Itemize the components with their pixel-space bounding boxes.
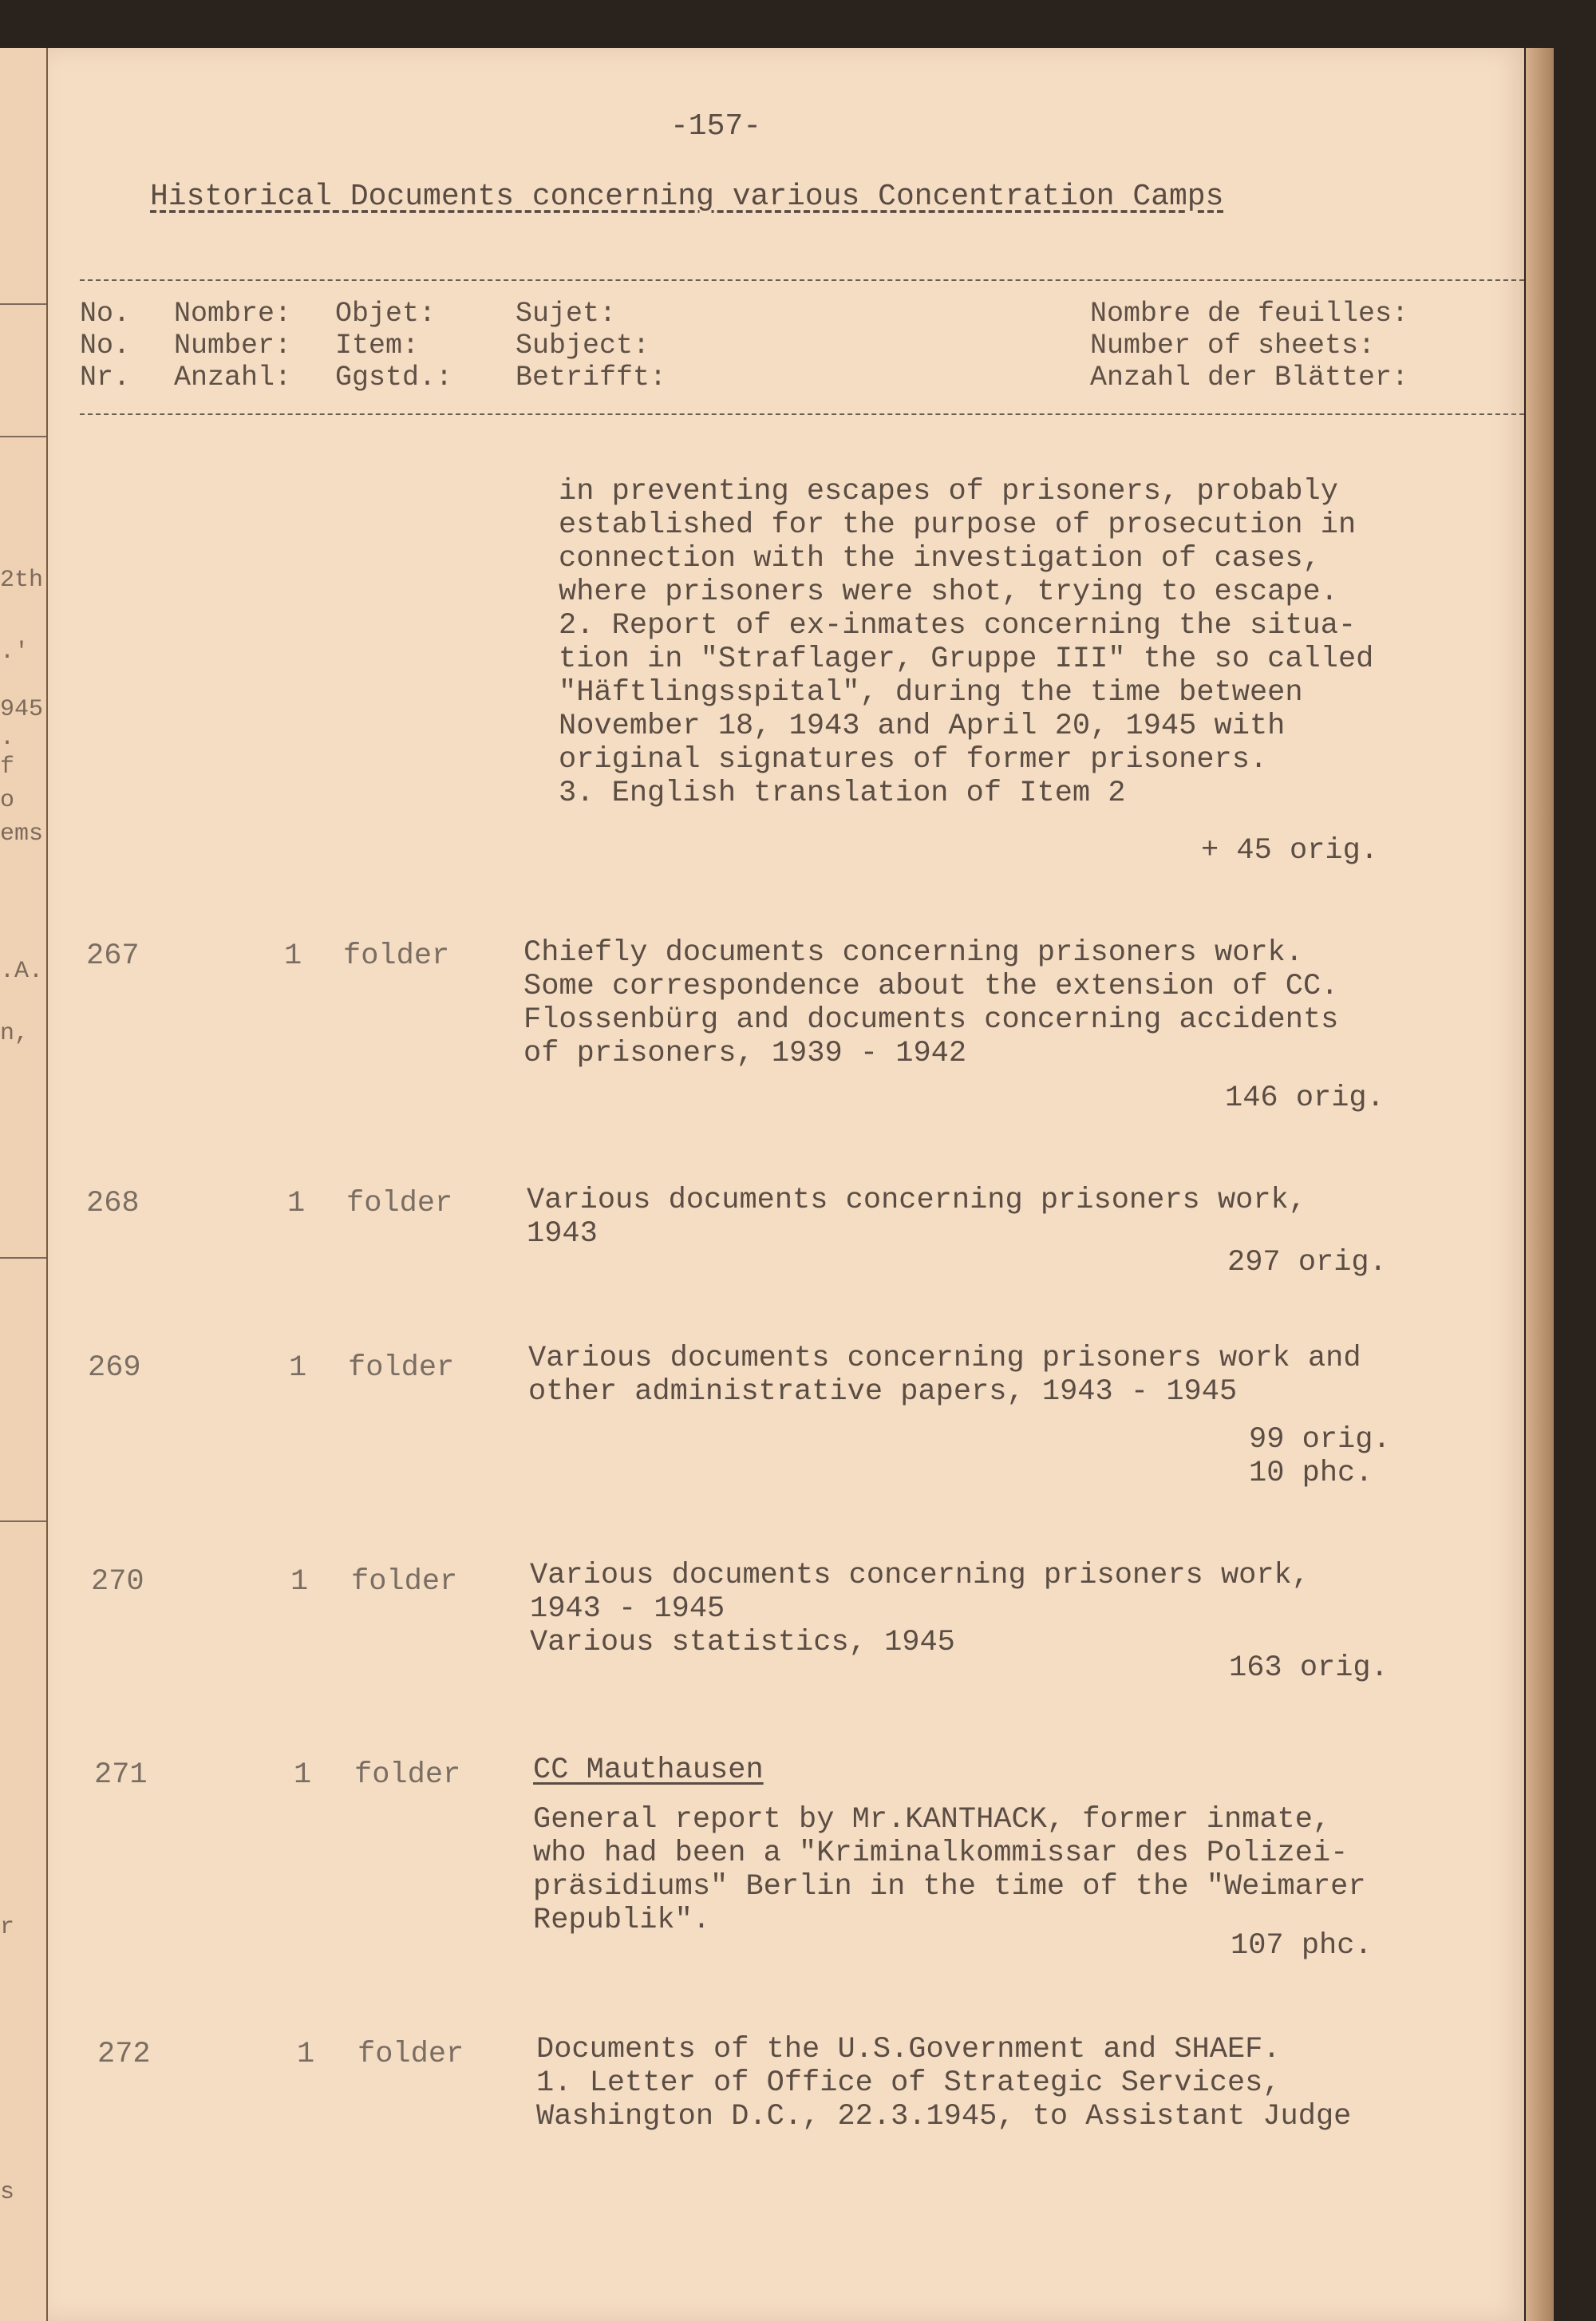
entry-item: folder (346, 1187, 453, 1220)
header-count: Number: (174, 330, 292, 362)
left-page-fragment: f (0, 753, 15, 781)
continuation-line: established for the purpose of prosecution in (559, 508, 1357, 542)
entry-line: 1. Letter of Office of Strategic Services, (536, 2066, 1281, 2100)
left-page-rule (0, 303, 46, 305)
header-subject: Sujet: (516, 298, 617, 330)
entry-line: General report by Mr.KANTHACK, former inmate, (533, 1803, 1331, 1837)
entry-line: Some correspondence about the extension of CC. (523, 970, 1339, 1003)
sheet-count: 297 orig. (1227, 1246, 1387, 1279)
left-page-fragment: 945 (0, 696, 44, 723)
entry-line: who had been a "Kriminalkommissar des Polizei- (533, 1837, 1349, 1870)
entry-line: Documents of the U.S.Government and SHAEF. (536, 2033, 1281, 2066)
entry-count: 1 (289, 1351, 307, 1385)
entry-number: 267 (86, 939, 140, 973)
entry-line: Various documents concerning prisoners work, (527, 1184, 1306, 1217)
header-sheets: Anzahl der Blätter: (1090, 362, 1409, 393)
left-page-rule (0, 1257, 46, 1259)
entry-line: Various documents concerning prisoners work and (528, 1342, 1361, 1375)
entry-line: Chiefly documents concerning prisoners work. (523, 936, 1303, 970)
entry-line: Various statistics, 1945 (530, 1626, 955, 1659)
entry-line: präsidiums" Berlin in the time of the "Weimarer (533, 1870, 1366, 1904)
header-count: Anzahl: (174, 362, 292, 393)
header-sheets: Nombre de feuilles: (1090, 298, 1409, 330)
header-item: Ggstd.: (335, 362, 453, 393)
header-no: Nr. (80, 362, 131, 393)
sheet-count: 107 phc. (1231, 1929, 1373, 1963)
header-top-rule (80, 279, 1524, 281)
sheet-count: 99 orig. (1249, 1423, 1391, 1457)
left-page-fragment: 2th (0, 567, 44, 594)
header-subject: Subject: (516, 330, 650, 362)
continuation-line: November 18, 1943 and April 20, 1945 with (559, 710, 1286, 743)
entry-item: folder (351, 1565, 458, 1599)
entry-line: of prisoners, 1939 - 1942 (523, 1037, 967, 1070)
entry-number: 269 (88, 1351, 141, 1385)
left-page-rule (0, 1520, 46, 1522)
continuation-line: where prisoners were shot, trying to escape. (559, 575, 1338, 609)
entry-count: 1 (290, 1565, 309, 1599)
entry-line: 1943 (527, 1217, 598, 1251)
entry-number: 271 (94, 1758, 148, 1792)
entry-item: folder (358, 2038, 464, 2071)
entry-line: Republik". (533, 1904, 711, 1937)
entry-number: 268 (86, 1187, 140, 1220)
entry-line: 1943 - 1945 (530, 1592, 725, 1626)
sheet-count: + 45 orig. (1201, 834, 1379, 868)
entry-item: folder (348, 1351, 455, 1385)
continuation-line: "Häftlingsspital", during the time between (559, 676, 1303, 710)
left-page-fragment: r (0, 1914, 15, 1941)
continuation-line: connection with the investigation of cases, (559, 542, 1321, 575)
left-page-rule (0, 436, 46, 437)
entry-line: Flossenbürg and documents concerning accidents (523, 1003, 1339, 1037)
entry-item: folder (354, 1758, 461, 1792)
left-page-strip (0, 48, 49, 2321)
entry-number: 272 (97, 2038, 151, 2071)
sheet-count: 146 orig. (1225, 1081, 1385, 1115)
left-page-fragment: o (0, 787, 15, 814)
header-no: No. (80, 298, 131, 330)
left-page-fragment: s (0, 2179, 15, 2206)
header-count: Nombre: (174, 298, 292, 330)
entry-line: other administrative papers, 1943 - 1945 (528, 1375, 1238, 1409)
entry-count: 1 (284, 939, 302, 973)
continuation-line: tion in "Straflager, Gruppe III" the so called (559, 643, 1374, 676)
entry-heading: CC Mauthausen (533, 1754, 764, 1787)
continuation-line: 3. English translation of Item 2 (559, 777, 1126, 810)
header-bottom-rule (80, 413, 1524, 415)
entry-count: 1 (294, 1758, 312, 1792)
left-page-fragment: ems (0, 820, 44, 848)
header-item: Objet: (335, 298, 437, 330)
continuation-line: 2. Report of ex-inmates concerning the situa- (559, 609, 1357, 643)
entry-line: Washington D.C., 22.3.1945, to Assistant Judge (536, 2100, 1352, 2133)
left-page-fragment: n, (0, 1020, 30, 1047)
page-edge (1526, 48, 1554, 2321)
page-title: Historical Documents concerning various Concentration Camps (150, 180, 1224, 214)
continuation-line: in preventing escapes of prisoners, probably (559, 475, 1338, 508)
entry-number: 270 (91, 1565, 144, 1599)
entry-line: Various documents concerning prisoners work, (530, 1559, 1310, 1592)
header-no: No. (80, 330, 131, 362)
header-subject: Betrifft: (516, 362, 667, 393)
sheet-count: 163 orig. (1229, 1651, 1389, 1685)
entry-count: 1 (287, 1187, 306, 1220)
header-item: Item: (335, 330, 420, 362)
left-page-fragment: .' (0, 639, 30, 666)
left-page-fragment: .A. (0, 958, 44, 985)
header-sheets: Number of sheets: (1090, 330, 1376, 362)
sheet-count: 10 phc. (1249, 1457, 1373, 1490)
left-page-fragment: . (0, 725, 15, 752)
page-number: -157- (670, 109, 762, 144)
entry-item: folder (343, 939, 450, 973)
entry-count: 1 (297, 2038, 315, 2071)
continuation-line: original signatures of former prisoners. (559, 743, 1268, 777)
